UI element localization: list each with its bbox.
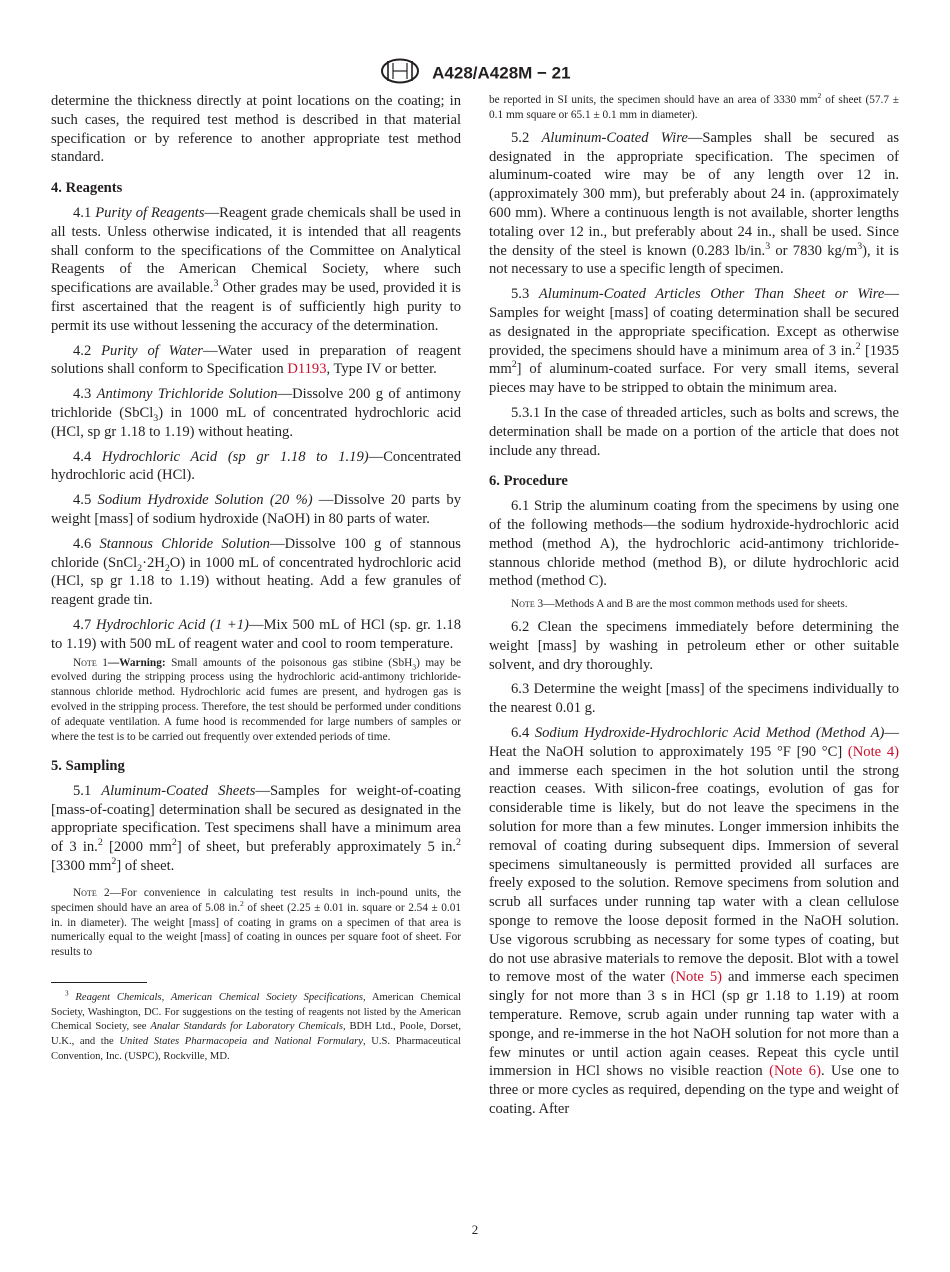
para-4-5: 4.5 Sodium Hydroxide Solution (20 %) —Dissolve 20 parts by weight [mass] of sodium hydroxide (NaOH) in 80 parts of water. — [51, 492, 461, 527]
para-4-3: 4.3 Antimony Trichloride Solution—Dissolve 200 g of antimony trichloride (SbCl$_3$) in 1000 mL of concentrated hydrochloric acid (HCl, sp gr 1.18 to 1.19) without heating. — [51, 386, 462, 440]
para-5-1: 5.1 Aluminum-Coated Sheets—Samples for weight-of-coating [mass-of-coating] determination shall be secured as designated in the appropriate specification. Test specimens shall have a minimum area of 3 in.$^2$ [2000 $mm^2$] of sheet, but preferably approximately 5 in.$^2$ [3300 $mm^2$] of sheet. — [51, 782, 461, 874]
section-4-heading: 4. Reagents — [51, 180, 123, 197]
para-4-4: 4.4 Hydrochloric Acid (sp gr 1.18 to 1.19)—Concentrated hydrochloric acid (HCl). — [51, 448, 462, 484]
para-5-3-1: 5.3.1 In the case of threaded articles, such as bolts and screws, the determination shall be made on a portion of the article that does not include any thread. — [489, 404, 899, 459]
para-6-3: 6.3 Determine the weight [mass] of the specimens individually to the nearest 0.01 g. — [489, 681, 899, 717]
link-note-5[interactable]: (Note 5) — [670, 969, 722, 986]
astm-logo — [379, 58, 421, 89]
section-5-heading: 5. Sampling — [51, 757, 125, 774]
footnote-3: $^3$ Reagent Chemicals, American Chemical Society Specifications, American Chemical Society, Washington, DC. For suggestions on the testing of reagents not listed by the American Chemical Society, see Analar Standards for Laboratory Chemicals, BDH Ltd., Poole, Dorset, U.K., and the United States Pharmacopeia and National Formulary, U.S. Pharmaceutical Convention, Inc. (USPC), Rockville, MD. — [51, 989, 461, 1062]
note-1: Note 1—Warning: Small amounts of the poisonous gas stibine (SbH$_3$) may be evolved during the stripping process using the hydrochloric acid-antimony trichloride-stannous chloride method. Hydrochloric acid fumes are present, and hydrogen gas is evolved in the stripping process. Therefore, the test should be performed under conditions of adequate ventilation. A fume hood is recommended for large numbers of samples or where the test is to be carried out frequently over extended periods of time. — [51, 656, 461, 744]
para-4-1: 4.1 Purity of Reagents—Reagent grade chemicals shall be used in all tests. Unless otherwise indicated, it is intended that all reagents shall conform to the specifications of the Committee on Analytical Reagents of the American Chemical Society, where such specifications are available.$^3$ Other grades may be used, provided it is first ascertained that the reagent is of sufficiently high purity to permit its use without lessening the accuracy of the determination. — [51, 204, 462, 334]
right-column — [489, 93, 899, 1125]
link-d1193[interactable]: D1193 — [287, 361, 327, 378]
page-header — [0, 58, 950, 89]
para-4-2: 4.2 Purity of Water—Water used in preparation of reagent solutions shall conform to Specification D1193, Type IV or better. — [51, 342, 461, 378]
para-5-3: 5.3 Aluminum-Coated Articles Other Than Sheet or Wire—Samples for weight [mass] of coating determination shall be secured as designated in the appropriate specification. Except as otherwise provided, the specimens should have a minimum area of 3 in.$^2$ [1935 $mm^2$] of aluminum-coated surface. For very small items, several pieces may have to be stripped to obtain the minimum area. — [489, 286, 900, 397]
section-6-heading: 6. Procedure — [489, 473, 568, 490]
para-5-2: 5.2 Aluminum-Coated Wire—Samples shall be secured as designated in the appropriate specification. The specimen of aluminum-coated wire may be of any length over 12 in. (approximately 300 mm), but preferably about 24 in. (approximately 600 mm). Where a continuous length is not available, shorter lengths totaling over 12 in., but preferably about 24 in., shall be used. Since the density of the steel is known (0.283 lb/in.$^3$ or 7830 $kg/m^3$), it is not necessary to use a specific length of specimen. — [489, 129, 900, 278]
footnote-divider — [51, 982, 147, 983]
para-6-4: 6.4 Sodium Hydroxide-Hydrochloric Acid Method (Method A)—Heat the NaOH solution to approximately 195 °F [90 °C] (Note 4) and immerse each specimen in the hot solution until the strong reaction ceases. With silicon-free coatings, evolution of gas for considerable time is likely, but do not leave the specimens in the solution for more than a few minutes. Longer immersion inhibits the removal of coating during subsequent dips. Immersion of several specimens simultaneously is permitted provided all surfaces are freely exposed to the solution. Remove specimens from solution and scrub all surfaces under running tap water with a clean cellulose sponge to remove the loose deposit formed in the NaOH solution. Use vigorous scrubbing as necessary for some types of coating, but do not use abrasive materials to remove the deposit. Blot with a towel to remove most of the water (Note 5) and immerse each specimen singly for not more than 3 s in HCl (sp gr 1.18 to 1.19) at room temperature. Remove, scrub again under running tap water with a sponge, and re-immerse in the hot NaOH solution for not more than a few minutes or until action again ceases. Repeat this cycle until immersion in HCl shows no visible reaction (Note 6). Use one to three or more cycles as required, depending on the type and weight of coating. After — [489, 725, 900, 1117]
standard-designation: A428/A428M − 21 — [432, 63, 571, 83]
note-2: Note 2—For convenience in calculating test results in inch-pound units, the specimen should have an area of 5.08 in.$^2$ of sheet (2.25 ± 0.01 in. square or 2.54 ± 0.01 in. in diameter). The weight [mass] of coating in grams on a specimen of that area is numerically equal to the weight [mass] of coating in ounces per square foot of sheet. For results to — [51, 886, 461, 959]
intro-continuation: determine the thickness directly at point locations on the coating; in such cases, the required test method is described in that material specification or by reference to another appropriate test method standard. — [51, 93, 461, 166]
page-number: 2 — [471, 1222, 479, 1237]
link-note-6[interactable]: (Note 6) — [769, 1063, 821, 1080]
note-3: Note 3—Methods A and B are the most common methods used for sheets. — [511, 598, 848, 611]
footnote-ref-3[interactable]: 3 — [213, 278, 219, 290]
left-column — [51, 92, 461, 1064]
para-4-7: 4.7 Hydrochloric Acid (1 +1)—Mix 500 mL of HCl (sp. gr. 1.18 to 1.19) with 500 mL of reagent water and cool to room temperature. — [51, 616, 461, 652]
para-6-2: 6.2 Clean the specimens immediately before determining the weight [mass] by washing in petroleum ether or other suitable solvent, and dry thoroughly. — [489, 619, 899, 673]
note-2-continuation: be reported in SI units, the specimen should have an area of 3330 $mm^2$ of sheet (57.7 ± 0.1 mm square or 65.1 ± 0.1 mm in diameter). — [489, 91, 899, 121]
para-4-6: 4.6 Stannous Chloride Solution—Dissolve 100 g of stannous chloride $(SnCl_2\cdot 2H_2O)$ in 1000 mL of concentrated hydrochloric acid (HCl, sp gr 1.18 to 1.19) without heating. Add a few granules of reagent grade tin. — [51, 535, 461, 609]
link-note-4[interactable]: (Note 4) — [847, 743, 899, 760]
para-6-1: 6.1 Strip the aluminum coating from the specimens by using one of the following methods—the sodium hydroxide-hydrochloric acid method (method A), the hydrochloric acid-antimony trichloride-stannous chloride method (method B), or dilute hydrochloric acid method (method C). — [489, 498, 899, 590]
